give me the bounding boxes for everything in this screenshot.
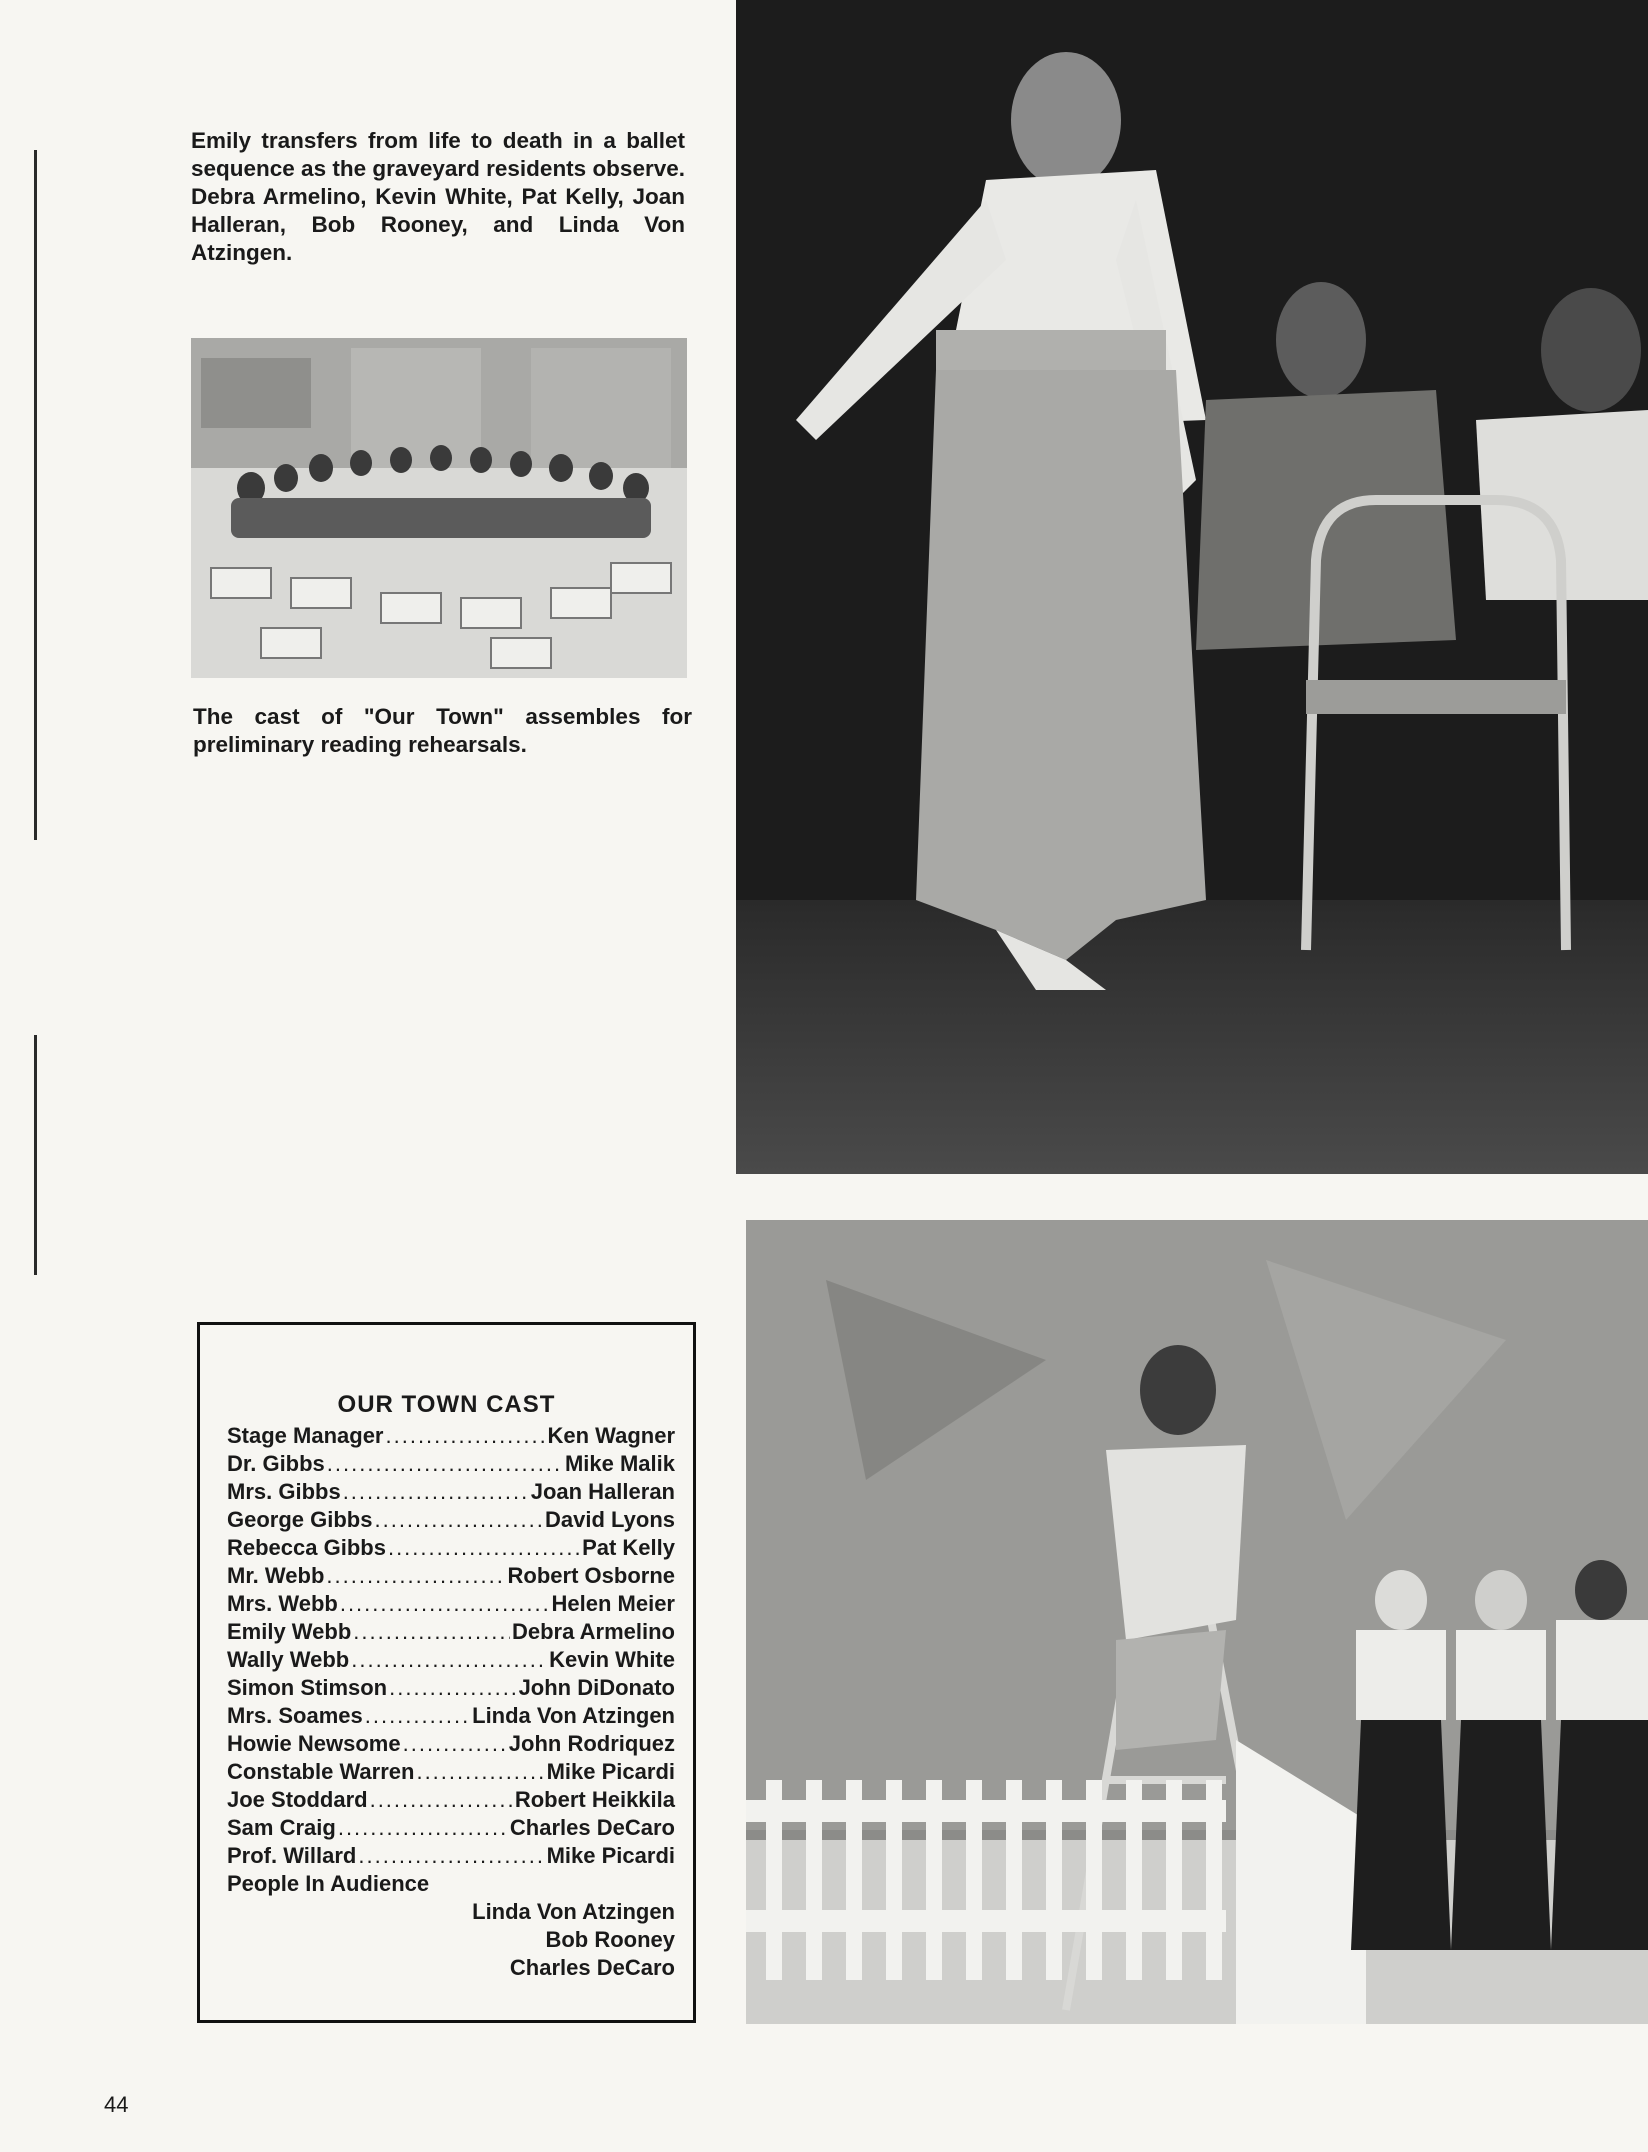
cast-role: Mr. Webb <box>227 1563 325 1588</box>
cast-role: Joe Stoddard <box>227 1787 368 1812</box>
cast-role: Mrs. Gibbs <box>227 1479 341 1504</box>
cast-role: George Gibbs <box>227 1507 373 1532</box>
cast-actor: Ken Wagner <box>547 1423 675 1448</box>
cast-actor: Robert Heikkila <box>514 1787 675 1812</box>
leader-dots <box>403 1730 507 1758</box>
binding-line <box>34 150 37 840</box>
cast-role: Mrs. Soames <box>227 1703 363 1728</box>
cast-role: Sam Craig <box>227 1815 336 1840</box>
cast-row <box>227 1562 675 1590</box>
cast-actor: Joan Halleran <box>530 1479 675 1504</box>
cast-row <box>227 1814 675 1842</box>
cast-row <box>227 1478 675 1506</box>
leader-dots <box>386 1422 546 1450</box>
cast-role: Constable Warren <box>227 1759 415 1784</box>
cast-list-box <box>197 1322 696 2023</box>
audience-member: Linda Von Atzingen <box>472 1899 675 1924</box>
leader-dots <box>358 1842 544 1870</box>
cast-actor: John DiDonato <box>518 1675 675 1700</box>
cast-role: Simon Stimson <box>227 1675 388 1700</box>
leader-dots <box>353 1618 510 1646</box>
ballet-photo <box>736 0 1648 1174</box>
cast-row <box>227 1450 675 1478</box>
leader-dots <box>326 1562 505 1590</box>
cast-row <box>227 1534 675 1562</box>
cast-actor: Mike Picardi <box>546 1843 675 1868</box>
cast-row <box>227 1730 675 1758</box>
cast-row <box>227 1786 675 1814</box>
cast-actor: Mike Malik <box>564 1451 675 1476</box>
cast-role: Prof. Willard <box>227 1843 357 1868</box>
cast-row <box>227 1590 675 1618</box>
stage-photo <box>746 1220 1648 2024</box>
cast-row <box>227 1758 675 1786</box>
leader-dots <box>351 1646 547 1674</box>
cast-row <box>227 1618 675 1646</box>
cast-role: Mrs. Webb <box>227 1591 338 1616</box>
binding-line <box>34 1035 37 1275</box>
audience-label: People In Audience <box>227 1871 430 1896</box>
cast-actor: John Rodriquez <box>508 1731 675 1756</box>
cast-actor: David Lyons <box>545 1507 675 1532</box>
cast-role: Stage Manager <box>227 1423 384 1448</box>
cast-role: Rebecca Gibbs <box>227 1535 386 1560</box>
cast-role: Wally Webb <box>227 1647 350 1672</box>
cast-row <box>227 1702 675 1730</box>
leader-dots <box>416 1758 544 1786</box>
cast-actor: Kevin White <box>549 1647 675 1672</box>
cast-row <box>227 1842 675 1870</box>
cast-role: Howie Newsome <box>227 1731 401 1756</box>
cast-row <box>227 1646 675 1674</box>
cast-title: OUR TOWN CAST <box>337 1391 556 1418</box>
cast-actor: Linda Von Atzingen <box>472 1703 675 1728</box>
cast-list <box>227 1422 675 1982</box>
leader-dots <box>365 1702 470 1730</box>
rehearsal-photo <box>191 338 687 678</box>
cast-row <box>227 1674 675 1702</box>
leader-dots <box>374 1506 543 1534</box>
cast-row <box>227 1422 675 1450</box>
leader-dots <box>388 1534 580 1562</box>
leader-dots <box>338 1814 508 1842</box>
cast-actor: Helen Meier <box>551 1591 675 1616</box>
audience-member: Bob Rooney <box>545 1927 675 1952</box>
rehearsal-caption: The cast of "Our Town" assembles for preliminary reading rehearsals. <box>193 704 692 757</box>
ballet-caption: Emily transfers from life to death in a ballet sequence as the graveyard residents observe. Debra Armelino, Kevin White, Pat Kelly, Joan Halleran, Bob Rooney, and Linda Von Atzingen. <box>191 128 685 265</box>
cast-row <box>227 1506 675 1534</box>
cast-actor: Debra Armelino <box>511 1619 675 1644</box>
leader-dots <box>370 1786 513 1814</box>
cast-role: Dr. Gibbs <box>227 1451 325 1476</box>
cast-actor: Robert Osborne <box>507 1563 675 1588</box>
leader-dots <box>327 1450 563 1478</box>
cast-actor: Pat Kelly <box>582 1535 675 1560</box>
leader-dots <box>340 1590 550 1618</box>
cast-role: Emily Webb <box>227 1619 352 1644</box>
leader-dots <box>343 1478 529 1506</box>
cast-actor: Mike Picardi <box>546 1759 675 1784</box>
audience-member: Charles DeCaro <box>509 1955 675 1980</box>
leader-dots <box>389 1674 516 1702</box>
audience-list <box>227 1898 675 1982</box>
page-number: 44 <box>104 2092 129 2117</box>
cast-actor: Charles DeCaro <box>509 1815 675 1840</box>
